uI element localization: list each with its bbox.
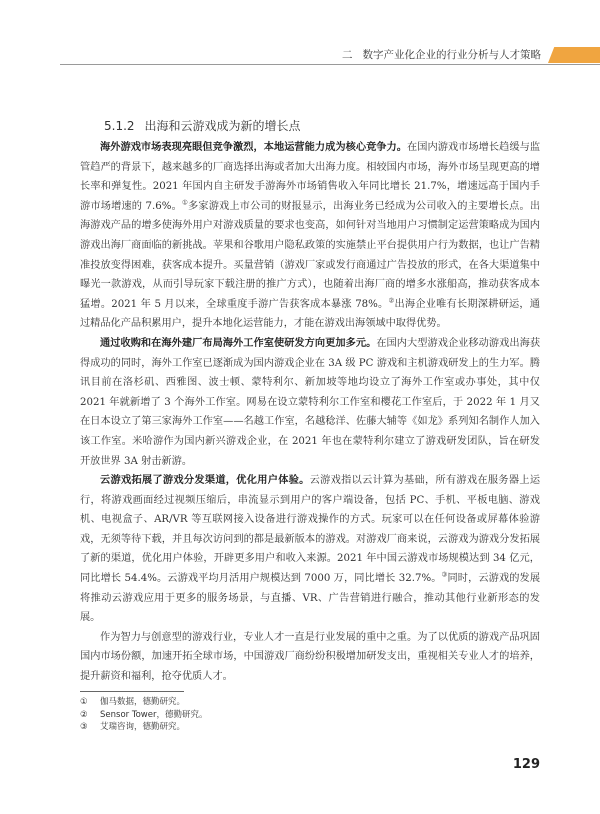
page-number: 129: [512, 757, 540, 772]
footnote-mark: ①: [80, 697, 88, 707]
paragraph-lead: 海外游戏市场表现亮眼但竞争激烈，本地运营能力成为核心竞争力。: [100, 142, 408, 153]
footnotes: [80, 696, 380, 734]
footnote-rule: [80, 691, 184, 692]
footnote-item: [80, 696, 380, 709]
header-accent-tab: [548, 47, 600, 63]
paragraph-overseas-studios: 通过收购和在海外建厂布局海外工作室使研发方向更加多元。在国内大型游戏企业移动游戏出海获得成功的同时，海外工作室已逐渐成为国内游戏企业在 3A 级 PC 游戏和主机游戏研发上的生力军。腾讯目前在洛杉矶、西雅图、波士顿、蒙特利尔、新加坡等地均设立了海外工作室或办事处，其中仅 2021 年就新增了 3 个海外工作室。网易在设立蒙特利尔工作室和樱花工作室后，于 2022 年 1 月又在日本设立了第三家海外工作室——名越工作室，名越稔洋、佐藤大辅等《如龙》系列知名制作人加入该工作室。米哈游作为国内新兴游戏企业，在 2021 年也在蒙特利尔建立了游戏研发团队，旨在研发开放世界 3A 射击新游。: [80, 337, 541, 467]
footnote-text: Sensor Tower，德勤研究。: [100, 709, 208, 720]
paragraph-talent: 作为智力与创意型的游戏行业，专业人才一直是行业发展的重中之重。为了以优质的游戏产品巩固国内市场份额，加速开拓全球市场，中国游戏厂商纷纷积极增加研发支出，重视相关专业人才的培养，提升薪资和福利，抢夺优质人才。: [80, 631, 540, 683]
section-number: 5.1.2: [104, 119, 135, 133]
footnote-item: [80, 709, 380, 722]
running-header: [0, 47, 541, 62]
footnote-text: 伽马数据，德勤研究。: [100, 697, 186, 707]
chapter-title: 数字产业化企业的行业分析与人才策略: [362, 49, 541, 61]
footnote-ref: ③: [441, 570, 448, 579]
footnote-ref: ①: [181, 198, 188, 207]
body-text: [80, 138, 540, 687]
footnote-ref: ②: [388, 296, 395, 305]
paragraph-lead: 通过收购和在海外建厂布局海外工作室使研发方向更加多元。: [100, 337, 377, 349]
header-rule: [60, 64, 600, 65]
footnote-item: [80, 721, 380, 734]
section-heading: [104, 117, 301, 134]
footnote-text: 艾瑞咨询，德勤研究。: [100, 722, 186, 732]
footnote-mark: ②: [80, 709, 88, 720]
paragraph-lead: 云游戏拓展了游戏分发渠道，优化用户体验。: [100, 475, 310, 487]
chapter-number: 二: [341, 49, 353, 61]
footnote-mark: ③: [80, 722, 88, 732]
section-title: 出海和云游戏成为新的增长点: [144, 119, 301, 133]
paragraph-overseas-market: 海外游戏市场表现亮眼但竞争激烈，本地运营能力成为核心竞争力。在国内游戏市场增长趋缓与监管趋严的背景下，越来越多的厂商选择出海或者加大出海力度。相较国内市场，海外市场呈现更高的增长率和弹复性。2021 年国内自主研发手游海外市场销售收入年同比增长 21.7%，增速远高于国内手游市场增速的 7.6%。①多家游戏上市公司的财报显示，出海业务已经成为公司收入的主要增长点。出海游戏产品的增多使海外用户对游戏质量的要求也变高，如何针对当地用户习惯制定运营策略成为国内游戏出海厂商面临的新挑战。苹果和谷歌用户隐私政策的实施禁止平台提供用户行为数据，也让广告精准投放变得困难，获客成本提升。买量营销（游戏厂家或发行商通过广告投放的形式，在各大渠道集中曝光一款游戏，从而引导玩家下载注册的推广方式），也随着出海厂商的增多水涨船高，推动获客成本猛增。2021 年 5 月以来，全球重度手游广告获客成本暴涨 78%。②出海企业唯有长期深耕研运，通过精品化产品积累用户，提升本地化运营能力，才能在游戏出海领域中取得优势。: [80, 142, 541, 330]
paragraph-cloud-gaming: 云游戏拓展了游戏分发渠道，优化用户体验。云游戏指以云计算为基础，所有游戏在服务器上运行，将游戏画面经过视频压缩后，串流显示到用户的客户端设备，包括 PC、手机、平板电脑、游戏机、电视盒子、AR/VR 等互联网接入设备进行游戏操作的方式。玩家可以在任何设备或屏幕体验游戏，无须等待下载，并且每次访问到的都是最新版本的游戏。对游戏厂商来说，云游戏为游戏分发拓展了新的渠道，优化用户体验，开辟更多用户和收入来源。2021 年中国云游戏市场规模达到 34 亿元，同比增长 54.4%。云游戏平均月活用户规模达到 7000 万，同比增长 32.7%。③同时，云游戏的发展将推动云游戏应用于更多的服务场景，与直播、VR、广告营销进行融合，推动其他行业新形态的发展。: [80, 475, 541, 624]
